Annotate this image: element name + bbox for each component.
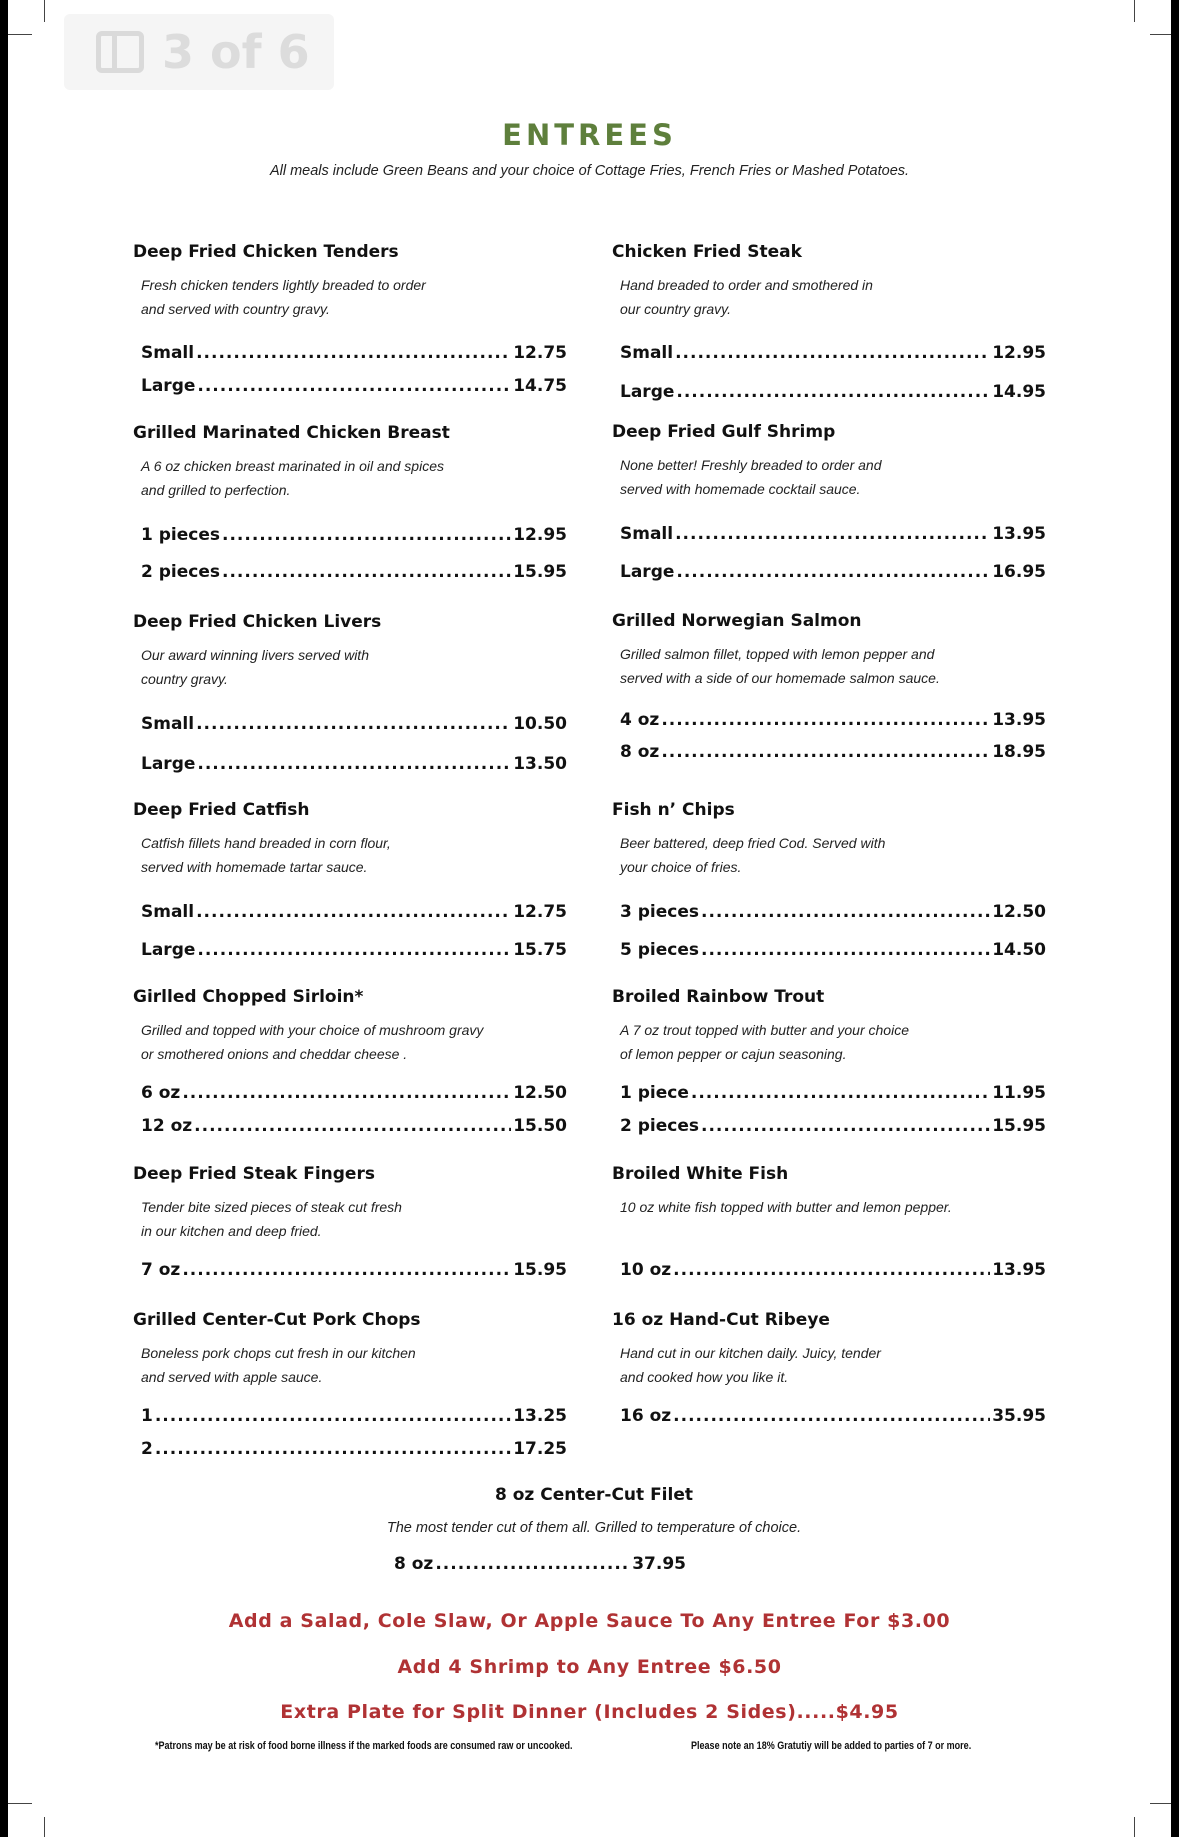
item-description bbox=[620, 1018, 980, 1066]
item-description-line: Catfish fillets hand breaded in corn flour, bbox=[141, 835, 391, 851]
leader-dots bbox=[435, 1554, 630, 1574]
menu-item bbox=[133, 1309, 567, 1469]
item-description-line: served with homemade tartar sauce. bbox=[141, 859, 368, 875]
price-value: 14.95 bbox=[992, 382, 1046, 402]
item-description-line: Boneless pork chops cut fresh in our kitchen bbox=[141, 1345, 416, 1361]
price-label: 1 piece bbox=[620, 1083, 689, 1103]
item-description-line: A 7 oz trout topped with butter and your choice bbox=[620, 1022, 909, 1038]
menu-item bbox=[133, 422, 567, 582]
menu-item bbox=[612, 1309, 1046, 1469]
price-value: 10.50 bbox=[513, 714, 567, 734]
price-label: 1 bbox=[141, 1406, 153, 1426]
leader-dots bbox=[197, 940, 511, 960]
item-name: Girlled Chopped Sirloin* bbox=[133, 987, 364, 1007]
item-description bbox=[141, 831, 501, 879]
leader-dots bbox=[197, 376, 511, 396]
price-row bbox=[141, 1260, 567, 1284]
item-description bbox=[141, 273, 501, 321]
price-label: 8 oz bbox=[620, 742, 660, 762]
price-label: Small bbox=[141, 902, 195, 922]
price-row bbox=[141, 902, 567, 926]
leader-dots bbox=[673, 1406, 990, 1426]
price-label: Large bbox=[141, 376, 196, 396]
item-description bbox=[620, 453, 980, 501]
price-label: 7 oz bbox=[141, 1260, 181, 1280]
menu-item-center bbox=[384, 1484, 804, 1574]
price-value: 12.75 bbox=[513, 902, 567, 922]
crop-mark bbox=[1134, 1817, 1135, 1837]
price-row bbox=[620, 902, 1046, 926]
item-description bbox=[141, 643, 501, 691]
item-name: 8 oz Center-Cut Filet bbox=[495, 1485, 693, 1505]
item-description-line: Beer battered, deep fried Cod. Served with bbox=[620, 835, 886, 851]
price-label: 2 bbox=[141, 1439, 153, 1459]
price-row bbox=[141, 1116, 567, 1140]
price-row bbox=[141, 754, 567, 778]
addon-salad: Add a Salad, Cole Slaw, Or Apple Sauce To Any Entree For $3.00 bbox=[228, 1610, 951, 1632]
price-row bbox=[620, 1083, 1046, 1107]
price-label: 4 oz bbox=[620, 710, 660, 730]
price-label: 8 oz bbox=[394, 1554, 434, 1574]
price-label: 3 pieces bbox=[620, 902, 699, 922]
item-name: Broiled Rainbow Trout bbox=[612, 987, 825, 1007]
price-label: 5 pieces bbox=[620, 940, 699, 960]
leader-dots bbox=[676, 382, 990, 402]
crop-mark bbox=[1150, 34, 1171, 35]
price-row bbox=[620, 940, 1046, 964]
crop-mark bbox=[44, 1817, 45, 1837]
price-value: 13.95 bbox=[992, 524, 1046, 544]
item-description bbox=[620, 1341, 980, 1389]
price-row bbox=[620, 343, 1046, 367]
leader-dots bbox=[675, 524, 990, 544]
price-label: Small bbox=[141, 714, 195, 734]
price-row bbox=[141, 1083, 567, 1107]
item-description bbox=[620, 831, 980, 879]
item-description-line: Hand cut in our kitchen daily. Juicy, tender bbox=[620, 1345, 881, 1361]
crop-mark bbox=[8, 1803, 32, 1804]
item-description bbox=[384, 1516, 804, 1540]
price-label: Large bbox=[620, 382, 675, 402]
price-row bbox=[620, 1260, 1046, 1284]
item-description-line: our country gravy. bbox=[620, 301, 732, 317]
item-name: Grilled Marinated Chicken Breast bbox=[133, 423, 450, 443]
item-name: Chicken Fried Steak bbox=[612, 242, 802, 262]
item-name: 16 oz Hand-Cut Ribeye bbox=[612, 1310, 830, 1330]
leader-dots bbox=[675, 343, 990, 363]
price-label: 16 oz bbox=[620, 1406, 672, 1426]
item-description-line: in our kitchen and deep fried. bbox=[141, 1223, 322, 1239]
price-row bbox=[141, 940, 567, 964]
price-row bbox=[141, 1439, 567, 1463]
item-description-line: Grilled salmon fillet, topped with lemon pepper and bbox=[620, 646, 935, 662]
leader-dots bbox=[701, 940, 990, 960]
menu-subtitle: All meals include Green Beans and your choice of Cottage Fries, French Fries or Mashed Potatoes. bbox=[269, 163, 910, 179]
price-row bbox=[141, 714, 567, 738]
leader-dots bbox=[676, 562, 990, 582]
price-value: 35.95 bbox=[992, 1406, 1046, 1426]
price-value: 15.75 bbox=[513, 940, 567, 960]
price-value: 12.50 bbox=[513, 1083, 567, 1103]
leader-dots bbox=[194, 1116, 511, 1136]
menu-title: ENTREES bbox=[502, 118, 677, 152]
price-label: Small bbox=[620, 343, 674, 363]
leader-dots bbox=[701, 902, 990, 922]
leader-dots bbox=[155, 1406, 511, 1426]
price-value: 15.95 bbox=[513, 1260, 567, 1280]
page-count: 3 of 6 bbox=[162, 25, 310, 79]
crop-mark bbox=[8, 34, 32, 35]
item-name: Grilled Norwegian Salmon bbox=[612, 611, 862, 631]
price-value: 17.25 bbox=[513, 1439, 567, 1459]
item-name: Deep Fried Chicken Tenders bbox=[133, 242, 399, 262]
item-description bbox=[141, 454, 501, 502]
crop-mark bbox=[1150, 1803, 1171, 1804]
item-description-line: of lemon pepper or cajun seasoning. bbox=[620, 1046, 847, 1062]
price-row bbox=[620, 1406, 1046, 1430]
leader-dots bbox=[222, 525, 511, 545]
item-description-line: None better! Freshly breaded to order and bbox=[620, 457, 882, 473]
menu-item bbox=[133, 611, 567, 774]
price-row bbox=[141, 343, 567, 367]
price-value: 37.95 bbox=[632, 1554, 686, 1574]
item-description-line: The most tender cut of them all. Grilled to temperature of choice. bbox=[386, 1520, 802, 1536]
price-row bbox=[141, 1406, 567, 1430]
price-label: Small bbox=[620, 524, 674, 544]
item-name: Broiled White Fish bbox=[612, 1164, 789, 1184]
price-row bbox=[620, 1116, 1046, 1140]
price-value: 12.50 bbox=[992, 902, 1046, 922]
item-description-line: and cooked how you like it. bbox=[620, 1369, 789, 1385]
leader-dots bbox=[196, 902, 511, 922]
price-label: Large bbox=[141, 754, 196, 774]
price-row bbox=[141, 376, 567, 400]
menu-item bbox=[133, 241, 567, 401]
leader-dots bbox=[661, 742, 990, 762]
price-value: 12.95 bbox=[513, 525, 567, 545]
leader-dots bbox=[182, 1260, 511, 1280]
price-row bbox=[620, 382, 1046, 406]
price-row bbox=[620, 562, 1046, 586]
price-label: Large bbox=[620, 562, 675, 582]
price-label: 10 oz bbox=[620, 1260, 672, 1280]
price-label: 2 pieces bbox=[620, 1116, 699, 1136]
menu-item bbox=[133, 799, 567, 959]
item-description bbox=[620, 273, 980, 321]
price-label: Small bbox=[141, 343, 195, 363]
price-value: 13.25 bbox=[513, 1406, 567, 1426]
price-row bbox=[141, 525, 567, 549]
leader-dots bbox=[661, 710, 990, 730]
item-name: Deep Fried Catfish bbox=[133, 800, 310, 820]
menu-item bbox=[612, 421, 1046, 581]
price-value: 13.95 bbox=[992, 1260, 1046, 1280]
price-value: 14.50 bbox=[992, 940, 1046, 960]
item-description-line: or smothered onions and cheddar cheese . bbox=[141, 1046, 408, 1062]
price-value: 15.50 bbox=[513, 1116, 567, 1136]
price-value: 13.95 bbox=[992, 710, 1046, 730]
item-description bbox=[141, 1018, 501, 1066]
item-name: Fish n’ Chips bbox=[612, 800, 735, 820]
price-row bbox=[141, 562, 567, 586]
price-value: 12.95 bbox=[992, 343, 1046, 363]
price-row bbox=[620, 742, 1046, 766]
item-description-line: 10 oz white fish topped with butter and lemon pepper. bbox=[620, 1199, 952, 1215]
price-label: 12 oz bbox=[141, 1116, 193, 1136]
menu-item bbox=[612, 986, 1046, 1146]
item-description-line: A 6 oz chicken breast marinated in oil and spices bbox=[141, 458, 444, 474]
menu-item bbox=[612, 241, 1046, 401]
leader-dots bbox=[673, 1260, 990, 1280]
item-description-line: served with a side of our homemade salmon sauce. bbox=[620, 670, 940, 686]
addon-shrimp: Add 4 Shrimp to Any Entree $6.50 bbox=[397, 1656, 782, 1678]
price-value: 15.95 bbox=[513, 562, 567, 582]
leader-dots bbox=[701, 1116, 990, 1136]
leader-dots bbox=[182, 1083, 511, 1103]
item-description bbox=[141, 1341, 501, 1389]
item-description-line: and served with country gravy. bbox=[141, 301, 330, 317]
leader-dots bbox=[196, 343, 511, 363]
crop-mark bbox=[44, 0, 45, 22]
price-value: 15.95 bbox=[992, 1116, 1046, 1136]
menu-item bbox=[612, 610, 1046, 770]
menu-page bbox=[8, 0, 1171, 1837]
leader-dots bbox=[155, 1439, 511, 1459]
gratuity-note: Please note an 18% Gratutiy will be added to parties of 7 or more. bbox=[691, 1740, 972, 1752]
item-description-line: Hand breaded to order and smothered in bbox=[620, 277, 873, 293]
item-description-line: and served with apple sauce. bbox=[141, 1369, 323, 1385]
leader-dots bbox=[197, 754, 511, 774]
price-value: 14.75 bbox=[513, 376, 567, 396]
menu-item bbox=[612, 1163, 1046, 1323]
price-row bbox=[620, 710, 1046, 734]
item-name: Deep Fried Chicken Livers bbox=[133, 612, 382, 632]
item-description-line: and grilled to perfection. bbox=[141, 482, 291, 498]
addon-extra-plate: Extra Plate for Split Dinner (Includes 2 Sides).....$4.95 bbox=[280, 1701, 899, 1723]
item-name: Deep Fried Gulf Shrimp bbox=[612, 422, 836, 442]
leader-dots bbox=[691, 1083, 990, 1103]
price-label: Large bbox=[141, 940, 196, 960]
item-description-line: Fresh chicken tenders lightly breaded to order bbox=[141, 277, 426, 293]
menu-item bbox=[133, 986, 567, 1146]
item-name: Deep Fried Steak Fingers bbox=[133, 1164, 375, 1184]
item-description bbox=[620, 642, 980, 690]
item-description-line: Tender bite sized pieces of steak cut fresh bbox=[141, 1199, 402, 1215]
item-description-line: served with homemade cocktail sauce. bbox=[620, 481, 861, 497]
item-description bbox=[141, 1195, 501, 1243]
price-row bbox=[394, 1554, 686, 1578]
price-value: 11.95 bbox=[992, 1083, 1046, 1103]
sidebar-icon[interactable] bbox=[96, 31, 144, 73]
leader-dots bbox=[222, 562, 511, 582]
item-description-line: Grilled and topped with your choice of mushroom gravy bbox=[141, 1022, 484, 1038]
item-description-line: Our award winning livers served with bbox=[141, 647, 369, 663]
price-label: 1 pieces bbox=[141, 525, 220, 545]
price-value: 13.50 bbox=[513, 754, 567, 774]
item-description-line: country gravy. bbox=[141, 671, 228, 687]
leader-dots bbox=[196, 714, 511, 734]
crop-mark bbox=[1134, 0, 1135, 22]
food-safety-note: *Patrons may be at risk of food borne illness if the marked foods are consumed raw or uncooked. bbox=[155, 1740, 573, 1752]
item-description bbox=[620, 1195, 980, 1219]
menu-item bbox=[133, 1163, 567, 1323]
price-value: 16.95 bbox=[992, 562, 1046, 582]
item-name: Grilled Center-Cut Pork Chops bbox=[133, 1310, 421, 1330]
page-indicator[interactable] bbox=[64, 14, 334, 90]
price-row bbox=[620, 524, 1046, 548]
menu-item bbox=[612, 799, 1046, 959]
item-description-line: your choice of fries. bbox=[620, 859, 742, 875]
price-value: 18.95 bbox=[992, 742, 1046, 762]
price-value: 12.75 bbox=[513, 343, 567, 363]
price-label: 2 pieces bbox=[141, 562, 220, 582]
price-label: 6 oz bbox=[141, 1083, 181, 1103]
